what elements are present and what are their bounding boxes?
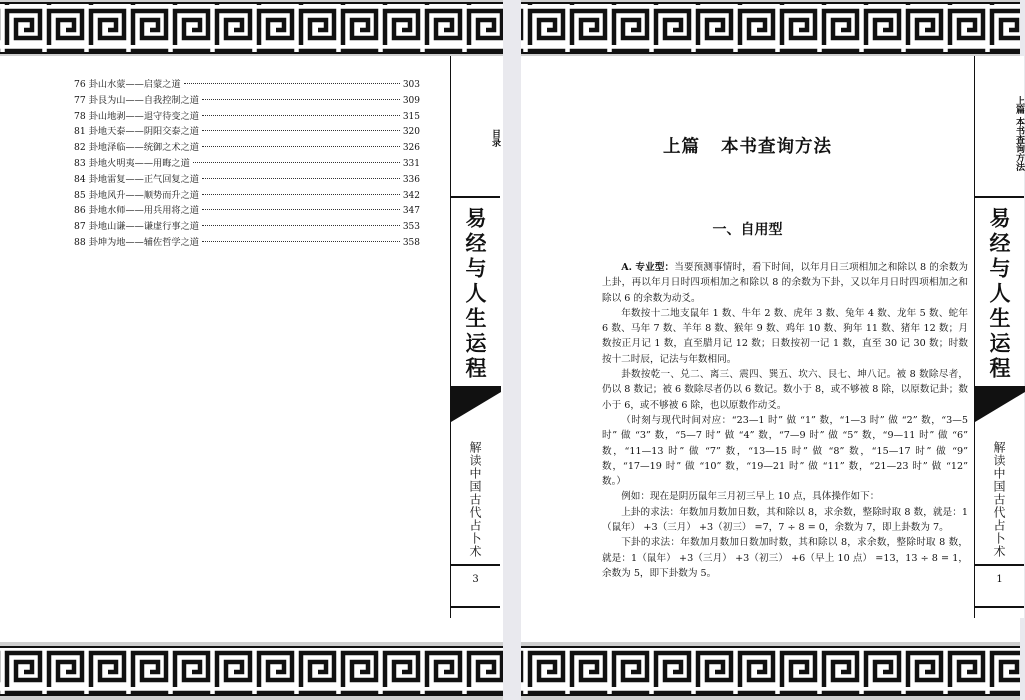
page-number: 1 <box>996 574 1003 585</box>
table-of-contents <box>74 77 420 251</box>
toc-entry-title: 卦地山谦——谦虚行事之道 <box>88 221 199 233</box>
toc-entry-number: 87 <box>74 221 86 233</box>
toc-entry-page: 320 <box>402 127 420 138</box>
toc-entry-number: 76 <box>74 79 86 90</box>
side-header: 上篇 本书查询方法 <box>1014 96 1024 172</box>
toc-entry-page: 309 <box>402 95 420 106</box>
toc-entry[interactable] <box>74 172 420 188</box>
toc-entry-page: 353 <box>402 222 420 233</box>
toc-entry[interactable] <box>74 203 420 219</box>
toc-entry-title: 卦坤为地——辅佐哲学之道 <box>88 236 199 248</box>
bottom-meander-border <box>521 642 1020 700</box>
toc-entry-number: 88 <box>74 236 86 248</box>
side-rule <box>451 606 500 608</box>
left-page <box>0 0 503 700</box>
toc-entry-page: 326 <box>402 143 420 154</box>
toc-leader-dots <box>202 178 400 179</box>
side-column-right <box>974 56 1024 618</box>
toc-entry[interactable] <box>74 124 420 140</box>
toc-entry-page: 358 <box>402 237 420 248</box>
paragraph-text: （时刻与现代时间对应：“23—1 时” 做 “1” 数，“1—3 时” 做 “2” 数，“3—5 时” 做 “3” 数，“5—7 时” 做 “4” 数，“7—9 时” 做 “5” 数，“9—11 时” 做 “6” 数，“11—13 时” 做 “7” 数，“13—15 时” 做 “8” 数，“15—17 时” 做 “9” 数，“17—19 时” 做 “10” 数，“19—21 时” 做 “11” 数，“21—23 时” 做 “12” 数。） <box>602 414 968 488</box>
toc-leader-dots <box>202 146 400 147</box>
section-title: 一、自用型 <box>712 222 783 238</box>
paragraph-text: 当要预测事情时，看下时间，以年月日三项相加之和除以 8 的余数为上卦，再以年月日时四项相加之和除以 8 的余数为下卦，又以年月日时四项相加之和除以 6 的余数为动爻。 <box>602 262 969 304</box>
page-number: 3 <box>472 574 479 585</box>
toc-leader-dots <box>193 162 400 163</box>
toc-entry-title: 卦地水师——用兵用将之道 <box>88 205 199 217</box>
paragraph-lead: A. 专业型： <box>621 262 675 273</box>
toc-entry-page: 347 <box>402 206 420 217</box>
side-rule <box>975 196 1024 198</box>
toc-entry-title: 卦地泽临——统御之术之道 <box>88 142 199 154</box>
toc-leader-dots <box>202 99 400 100</box>
paragraph-text: 上卦的求法：年数加月数加日数，其和除以 8，求余数，整除时取 8 数，就是：1（鼠年） +3（三月） +3（初三） =7，7 ÷ 8 = 0，余数为 7，即上卦数为 7。 <box>602 506 968 534</box>
body-paragraph <box>602 535 968 581</box>
side-column-left <box>450 56 500 618</box>
side-rule <box>451 564 500 566</box>
toc-leader-dots <box>202 225 400 226</box>
toc-entry-title: 卦地风升——顺势而升之道 <box>88 189 199 201</box>
toc-entry-number: 82 <box>74 142 86 154</box>
body-paragraph <box>602 505 968 536</box>
toc-entry[interactable] <box>74 219 420 235</box>
toc-entry-page: 331 <box>402 158 420 169</box>
paragraph-text: 年数按十二地支鼠年 1 数、牛年 2 数、虎年 3 数、兔年 4 数、龙年 5 数、蛇年 6 数、马年 7 数、羊年 8 数、猴年 9 数、鸡年 10 数、狗年 11 数、猪年 12 数；月数按正月记 1 数，直至腊月记 12 数；日数按初一记 1 数，直至 30 记 30 数；时数按十二时辰，记法与年数相同。 <box>602 307 968 365</box>
paragraph-text: 卦数按乾一、兑二、离三、震四、巽五、坎六、艮七、坤八记。被 8 数除尽者，仍以 8 数记；被 6 数除尽者仍以 6 数记。数小于 8，或不够被 8 除，以原数记卦；数小于 6，或不够被 6 除，也以原数作动爻。 <box>602 369 968 411</box>
paragraph-text: 例如：现在是阴历鼠年三月初三早上 10 点，具体操作如下： <box>621 491 880 503</box>
toc-entry[interactable] <box>74 156 420 172</box>
toc-entry-page: 342 <box>402 190 420 201</box>
side-rule <box>975 606 1024 608</box>
top-meander-border <box>521 0 1020 56</box>
body-text <box>602 260 968 581</box>
toc-entry[interactable] <box>74 140 420 156</box>
black-wedge <box>451 386 501 422</box>
toc-leader-dots <box>202 115 400 116</box>
chapter-name: 本书查询方法 <box>721 137 833 157</box>
toc-entry[interactable] <box>74 188 420 204</box>
toc-entry-title: 卦地雷复——正气回复之道 <box>88 173 199 185</box>
body-paragraph <box>602 489 968 504</box>
book-title: 易经与人生运程 <box>987 206 1012 382</box>
toc-entry-page: 336 <box>402 174 420 185</box>
toc-entry[interactable] <box>74 93 420 109</box>
toc-leader-dots <box>184 83 400 84</box>
bottom-meander-border <box>0 642 503 700</box>
toc-entry-number: 81 <box>74 126 86 138</box>
toc-entry-title: 卦地火明夷——用晦之道 <box>88 157 190 169</box>
toc-entry-number: 78 <box>74 110 86 122</box>
toc-leader-dots <box>202 130 400 131</box>
book-title: 易经与人生运程 <box>463 206 488 382</box>
toc-entry[interactable] <box>74 77 420 93</box>
right-page <box>521 0 1024 700</box>
toc-leader-dots <box>202 209 400 210</box>
toc-entry-number: 85 <box>74 189 86 201</box>
body-paragraph <box>602 413 968 489</box>
toc-entry-number: 84 <box>74 173 86 185</box>
toc-entry-page: 303 <box>402 80 420 90</box>
toc-entry-title: 卦艮为山——自我控制之道 <box>88 94 199 106</box>
toc-entry-title: 卦山水蒙——启蒙之道 <box>88 79 181 90</box>
toc-entry-number: 77 <box>74 94 86 106</box>
top-meander-border <box>0 0 503 56</box>
book-subtitle: 解读中国古代占卜术 <box>992 440 1006 558</box>
side-rule <box>451 196 500 198</box>
toc-entry-title: 卦山地剥——退守待变之道 <box>88 110 199 122</box>
body-paragraph <box>602 306 968 367</box>
side-rule <box>975 564 1024 566</box>
toc-entry-title: 卦地天泰——阴阳交泰之道 <box>88 126 199 138</box>
toc-leader-dots <box>202 194 400 195</box>
toc-entry-page: 315 <box>402 111 420 122</box>
toc-entry[interactable] <box>74 235 420 251</box>
body-paragraph <box>602 260 968 306</box>
toc-leader-dots <box>202 241 400 242</box>
side-header: 目录 <box>490 129 500 147</box>
toc-entry[interactable] <box>74 109 420 125</box>
body-paragraph <box>602 367 968 413</box>
chapter-title <box>521 133 974 158</box>
black-wedge <box>975 386 1025 422</box>
toc-entry-number: 86 <box>74 205 86 217</box>
chapter-part: 上篇 <box>662 137 700 157</box>
book-subtitle: 解读中国古代占卜术 <box>468 440 482 558</box>
toc-entry-number: 83 <box>74 157 86 169</box>
paragraph-text: 下卦的求法：年数加月数加日数加时数，其和除以 8，求余数，整除时取 8 数，就是：1（鼠年） +3（三月） +3（初三） +6（早上 10 点） =13，13 ÷ 8 = 1，余数为 5，即下卦数为 5。 <box>602 537 968 579</box>
